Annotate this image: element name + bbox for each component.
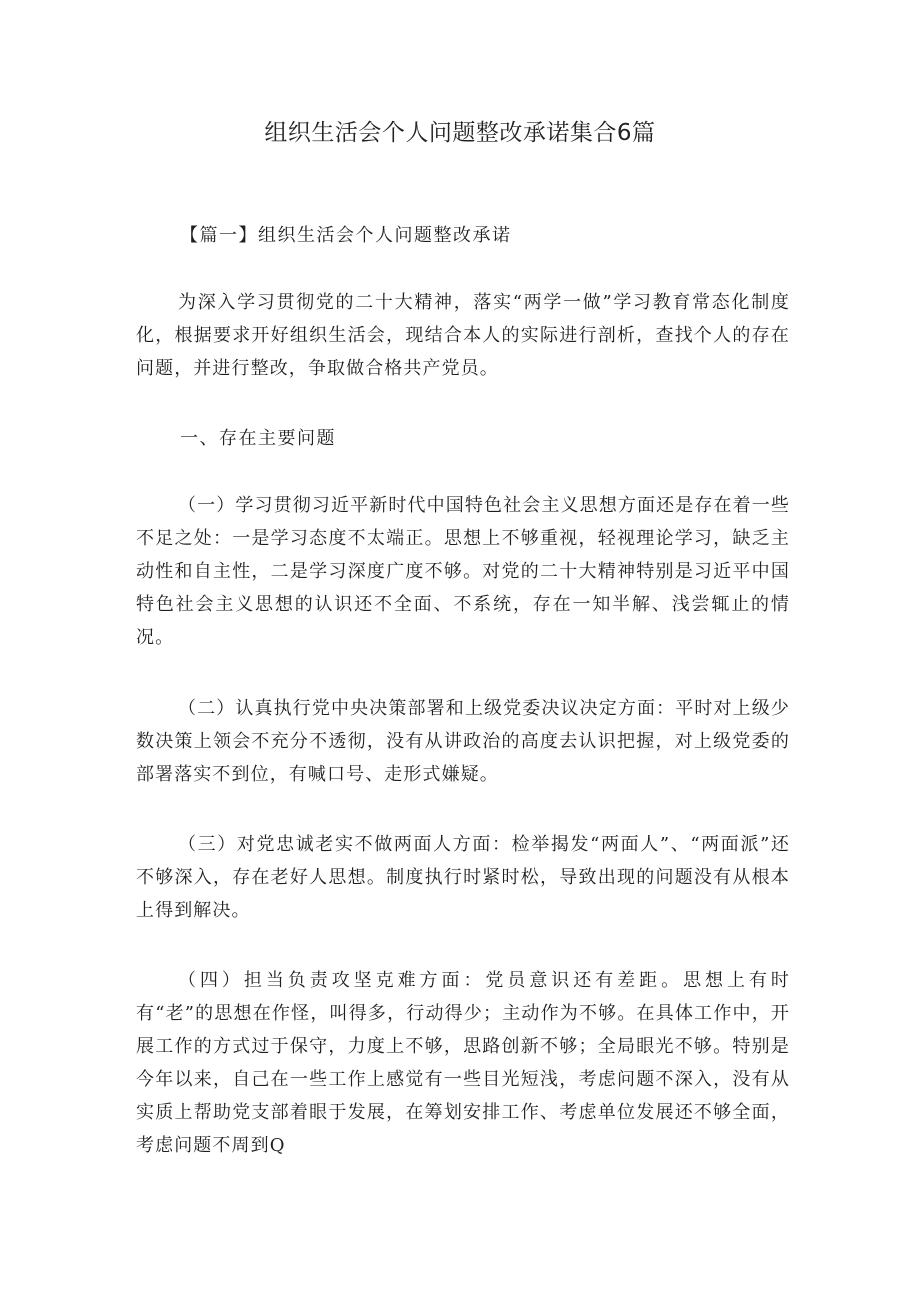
- problem-item-4: （四）担当负责攻坚克难方面：党员意识还有差距。思想上有时有“老”的思想在作怪，叫得多，行动得少；主动作为不够。在具体工作中，开展工作的方式过于保守，力度上不够，思路创新不够；全局眼光不够。特别是今年以来，自己在一些工作上感觉有一些目光短浅，考虑问题不深入，没有从实质上帮助党支部着眼于发展，在筹划安排工作、考虑单位发展还不够全面，考虑问题不周到Q: [136, 970, 790, 1156]
- section-heading: 【篇一】组织生活会个人问题整改承诺: [180, 225, 512, 246]
- problem-item-1: （一）学习贯彻习近平新时代中国特色社会主义思想方面还是存在着一些不足之处：一是学习态度不太端正。思想上不够重视，轻视理论学习，缺乏主动性和自主性，二是学习深度广度不够。对党的二十大精神特别是习近平中国特色社会主义思想的认识还不全面、不系统，存在一知半解、浅尝辄止的情况。: [136, 495, 790, 648]
- subheading-main-problems: 一、存在主要问题: [180, 428, 336, 449]
- document-title: 组织生活会个人问题整改承诺集合6篇: [264, 120, 656, 146]
- problem-item-2: （二）认真执行党中央决策部署和上级党委决议决定方面：平时对上级少数决策上领会不充分不透彻，没有从讲政治的高度去认识把握，对上级党委的部署落实不到位，有喊口号、走形式嫌疑。: [136, 698, 790, 785]
- problem-item-3: （三）对党忠诚老实不做两面人方面：检举揭发“两面人”、“两面派”还不够深入，存在老好人思想。制度执行时紧时松，导致出现的问题没有从根本上得到解决。: [136, 834, 790, 921]
- intro-paragraph: 为深入学习贯彻党的二十大精神，落实“两学一做”学习教育常态化制度化，根据要求开好组织生活会，现结合本人的实际进行剖析，查找个人的存在问题，并进行整改，争取做合格共产党员。: [136, 292, 790, 379]
